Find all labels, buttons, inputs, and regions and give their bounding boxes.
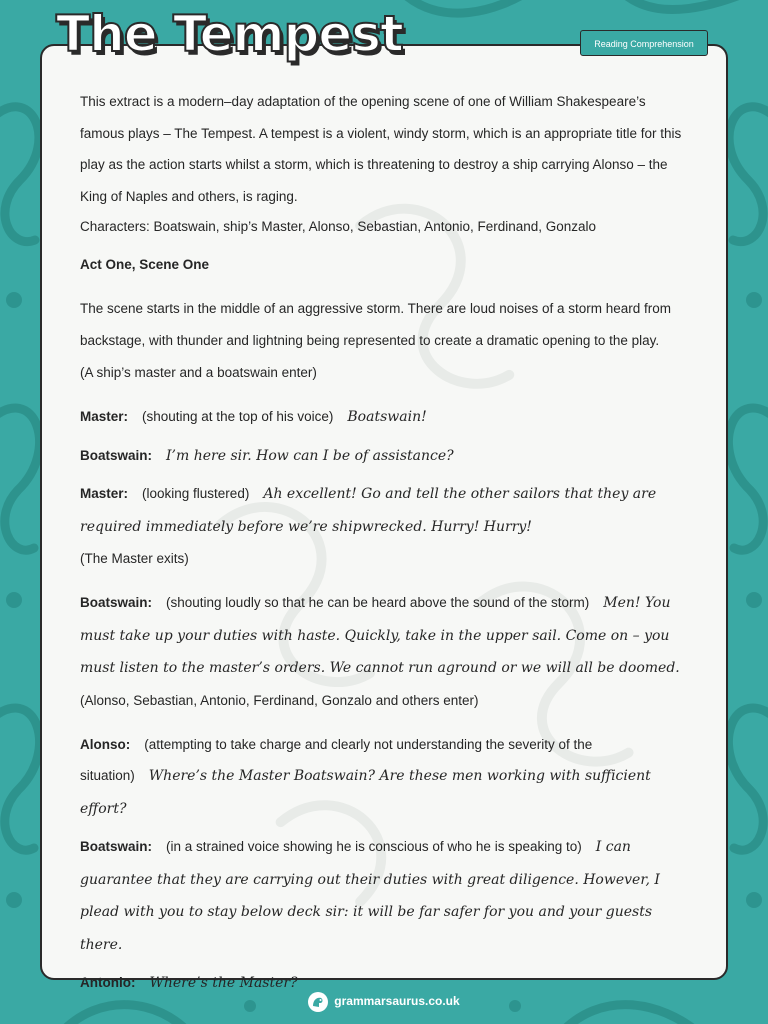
speaker-name: Boatswain:: [80, 447, 153, 463]
article-body: [80, 86, 692, 1006]
speech-text: Men! You must take up your duties with haste. Quickly, take in the upper sail. Come on – you must listen to the master’s orders. We cannot run aground or we will all be doomed.: [80, 595, 680, 676]
dialogue-line: [80, 729, 692, 826]
speech-text: Boatswain!: [347, 409, 427, 425]
speaker-name: Antonio:: [80, 975, 136, 990]
stage-direction: (The Master exits): [80, 551, 189, 566]
speaker-name: Alonso:: [80, 736, 131, 752]
dialogue-line: [80, 587, 692, 685]
content-card: [40, 44, 728, 991]
stage-direction-inline: (in a strained voice showing he is conscious of who he is speaking to): [166, 839, 582, 854]
characters-list: Characters: Boatswain, ship’s Master, Alonso, Sebastian, Antonio, Ferdinand, Gonzalo: [80, 219, 597, 234]
intro-paragraph: This extract is a modern–day adaptation of the opening scene of one of William Shakespeare’s famous plays – The Tempest. A tempest is a violent, windy storm, which is an appropriate title for this play as the action starts whilst a storm, which is threatening to destroy a ship carrying Alonso – the King of Naples and others, is raging.: [80, 94, 682, 204]
stage-direction: (A ship’s master and a boatswain enter): [80, 365, 317, 380]
play-script: [80, 363, 692, 1000]
stage-direction-inline: (shouting loudly so that he can be heard above the sound of the storm): [166, 595, 590, 610]
reading-comprehension-badge: Reading Comprehension: [580, 30, 708, 56]
speaker-name: Boatswain:: [80, 595, 153, 610]
stage-direction: (Alonso, Sebastian, Antonio, Ferdinand, Gonzalo and others enter): [80, 692, 479, 708]
speech-text: Ah excellent! Go and tell the other sailors that they are required immediately before we’re shipwrecked. Hurry! Hurry!: [80, 486, 657, 535]
stage-direction-inline: (shouting at the top of his voice): [142, 409, 334, 424]
dialogue-line: [80, 440, 692, 473]
speech-text: Where’s the Master?: [149, 975, 298, 991]
stage-direction-inline: (looking flustered): [142, 486, 250, 501]
speaker-name: Master:: [80, 486, 129, 501]
page-title: The Tempest: [56, 5, 403, 63]
scene-heading: Act One, Scene One: [80, 257, 210, 272]
grammarsaurus-logo-icon: [308, 992, 328, 1012]
speech-text: I’m here sir. How can I be of assistance?: [166, 447, 454, 464]
speaker-name: Boatswain:: [80, 839, 153, 854]
footer: [0, 990, 768, 1012]
dialogue-line: [80, 831, 692, 961]
speaker-name: Master:: [80, 409, 129, 424]
footer-site-link[interactable]: grammarsaurus.co.uk: [334, 994, 460, 1008]
speech-text: Where’s the Master Boatswain? Are these men working with sufficient effort?: [80, 768, 651, 817]
dialogue-line: [80, 401, 692, 434]
stage-direction-inline: (attempting to take charge and clearly not understanding the severity of the situation): [80, 736, 593, 783]
speech-text: I can guarantee that they are carrying out their duties with great diligence. However, I plead with you to stay below deck sir: it will be far safer for you and your guests there.: [80, 839, 660, 953]
scene-intro-paragraph: The scene starts in the middle of an aggressive storm. There are loud noises of a storm heard from backstage, with thunder and lightning being represented to create a dramatic opening to the play.: [80, 301, 672, 348]
dialogue-line: [80, 478, 692, 543]
